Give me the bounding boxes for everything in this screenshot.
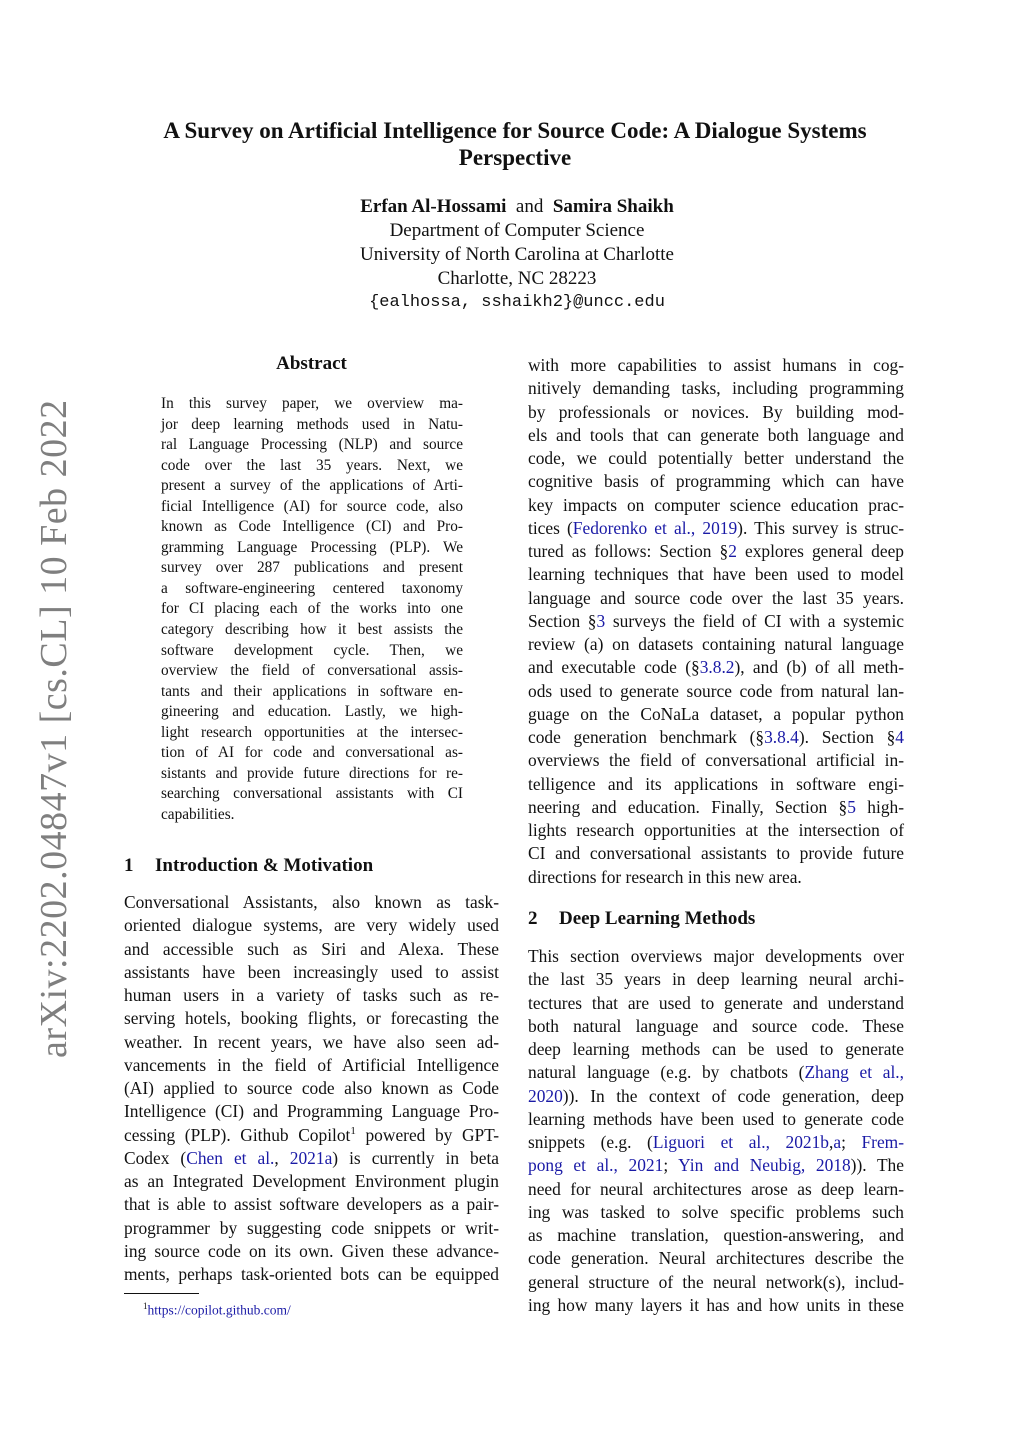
abstract-line-5: present a survey of the applications of Arti-	[161, 477, 463, 495]
intro-r-line-23: directions for research in this new area.	[528, 866, 802, 887]
ref-section-3-8-4[interactable]: 3.8.4	[764, 727, 799, 747]
citation-fedorenko[interactable]: Fedorenko et al., 2019	[572, 517, 738, 538]
abstract-line-15: tants and their applications in software en-	[161, 682, 463, 700]
abstract-line-3: ral Language Processing (NLP) and source	[161, 436, 463, 454]
citation-liguori-a[interactable]: a	[833, 1132, 842, 1152]
intro-line-10: Intelligence (CI) and Programming Language Pro-	[124, 1101, 499, 1122]
title-line-2: Perspective	[458, 145, 572, 170]
intro-r-line-13: review (a) on datasets containing natural language	[528, 634, 904, 654]
section-2-body	[528, 945, 904, 1317]
author-names	[210, 195, 824, 219]
intro-r-line-3: by professionals or novices. By building mod-	[528, 401, 904, 422]
intro-r-line-15: ods used to generate source code from natural lan-	[528, 680, 904, 701]
abstract-body	[161, 394, 463, 825]
footnote	[143, 1297, 291, 1320]
abstract-line-18: tion of AI for code and conversational as-	[161, 744, 463, 762]
abstract-line-21: capabilities.	[161, 805, 235, 823]
intro-line-after-3: programmer by suggesting code snippets or writ-	[124, 1217, 499, 1238]
intro-line-5: human users in a variety of tasks such as re-	[124, 985, 499, 1005]
author-department: Department of Computer Science	[389, 220, 645, 241]
s2-line-9: snippets (e.g. (Liguori et al., 2021b,a; Frem-	[528, 1132, 904, 1152]
footnote-url[interactable]: https://copilot.github.com/	[147, 1302, 291, 1318]
s2-tail-line-2: ing was tasked to solve specific problems such	[528, 1201, 904, 1222]
section-1-number: 1	[124, 855, 134, 876]
s2-line-8: learning methods have been used to generate code	[528, 1108, 904, 1129]
arxiv-stamp: arXiv:2202.04847v1 [cs.CL] 10 Feb 2022	[33, 399, 75, 1058]
ref-section-4[interactable]: 4	[895, 727, 904, 747]
abstract-line-16: gineering and education. Lastly, we high-	[161, 703, 463, 721]
author-2: Samira Shaikh	[552, 196, 674, 217]
citation-yin-neubig[interactable]: Yin and Neubig, 2018	[678, 1155, 851, 1176]
intro-line-6: serving hotels, booking flights, or forecasting the	[124, 1008, 499, 1029]
author-and: and	[515, 196, 544, 217]
citation-frempong[interactable]: Frem-	[861, 1132, 904, 1152]
intro-r-line-7: key impacts on computer science education prac-	[528, 494, 904, 515]
section-1-heading	[124, 855, 373, 877]
s2-line-4: both natural language and source code. These	[528, 1015, 904, 1036]
s2-line-1: This section overviews major developments over	[528, 946, 904, 966]
author-block	[210, 195, 824, 315]
s2-tail-line-1: need for neural architectures arose as deep learn-	[528, 1178, 904, 1199]
s2-line-7: 2020)). In the context of code generation, deep	[528, 1085, 904, 1106]
intro-r-line-6: cognitive basis of programming which can have	[528, 471, 904, 492]
section-2-title: Deep Learning Methods	[559, 908, 756, 929]
abstract-line-7: known as Code Intelligence (CI) and Pro-	[161, 518, 463, 536]
author-location: Charlotte, NC 28223	[437, 268, 597, 289]
intro-r-line-5: code, we could potentially better understand the	[528, 448, 904, 468]
citation-liguori-b[interactable]: Liguori et al., 2021b	[652, 1132, 829, 1152]
footnote-mark[interactable]: 1	[350, 1124, 356, 1137]
intro-r-line-22: CI and conversational assistants to provide future	[528, 843, 904, 864]
intro-line-11: cessing (PLP). Github Copilot$^1$ powered by GPT-	[124, 1124, 500, 1145]
intro-r-line-2: nitively demanding tasks, including programming	[528, 378, 904, 399]
author-email: {ealhossa, sshaikh2}@uncc.edu	[369, 293, 665, 312]
author-1: Erfan Al-Hossami	[360, 196, 507, 217]
intro-r-line-21: lights research opportunities at the intersection of	[528, 820, 904, 840]
intro-r-line-14: and executable code (§3.8.2), and (b) of all meth-	[528, 657, 904, 678]
s2-line-5: deep learning methods can be used to generate	[528, 1039, 904, 1059]
intro-line-after-1: as an Integrated Development Environment plugin	[124, 1171, 499, 1191]
ref-section-3-8-2[interactable]: 3.8.2	[699, 657, 735, 678]
citation-zhang-year[interactable]: 2020	[528, 1085, 563, 1106]
s2-line-10: pong et al., 2021; Yin and Neubig, 2018)). The	[528, 1155, 904, 1176]
intro-line-4: assistants have been increasingly used to assist	[124, 961, 499, 982]
paper-title	[110, 117, 920, 171]
abstract-heading: Abstract	[276, 353, 347, 374]
abstract-line-12: category describing how it best assists the	[161, 621, 463, 639]
intro-line-1: Conversational Assistants, also known as task-	[124, 892, 499, 912]
intro-r-line-18: overviews the field of conversational artificial in-	[528, 750, 904, 771]
intro-line-after-5: ments, perhaps task-oriented bots can be equipped	[124, 1264, 499, 1284]
s2-tail-line-4: code generation. Neural architectures describe the	[528, 1248, 904, 1269]
abstract-line-19: sistants and provide future directions for re-	[161, 764, 463, 782]
intro-line-2: oriented dialogue systems, are very widely used	[124, 915, 499, 936]
abstract-line-6: ficial Intelligence (AI) for source code, also	[161, 497, 463, 515]
ref-section-5[interactable]: 5	[847, 796, 856, 817]
abstract-line-9: survey over 287 publications and present	[161, 559, 463, 577]
abstract-line-4: code over the last 35 years. Next, we	[161, 456, 463, 474]
footnote-number: 1	[143, 1301, 148, 1311]
intro-r-mid-line-2: language and source code over the last 35 years.	[528, 587, 904, 608]
intro-line-after-4: ing source code on its own. Given these advance-	[124, 1240, 499, 1261]
intro-r-line-12: Section §3 surveys the field of CI with a systemic	[528, 610, 904, 631]
citation-zhang[interactable]: Zhang et al.,	[804, 1062, 904, 1083]
intro-r-mid-line-1: learning techniques that have been used to model	[528, 564, 904, 585]
s2-tail-line-6: ing how many layers it has and how units in these	[528, 1294, 904, 1315]
s2-tail-line-5: general structure of the neural network(s), includ-	[528, 1271, 904, 1292]
intro-r-line-1: with more capabilities to assist humans in cog-	[528, 355, 904, 375]
section-2-heading	[528, 908, 755, 930]
intro-r-line-19: telligence and its applications in software engi-	[528, 773, 904, 794]
ref-section-2[interactable]: 2	[728, 541, 737, 561]
s2-tail-line-3: as machine translation, question-answering, and	[528, 1225, 904, 1245]
ref-section-3[interactable]: 3	[596, 610, 606, 631]
intro-continued	[528, 354, 904, 889]
citation-frempong-cont[interactable]: pong et al., 2021	[528, 1155, 664, 1176]
abstract-line-11: for CI placing each of the works into one	[161, 600, 463, 618]
section-1-title: Introduction & Motivation	[155, 855, 374, 876]
abstract-line-20: searching conversational assistants with CI	[161, 785, 463, 803]
s2-line-2: the last 35 years in deep learning neural archi-	[528, 969, 904, 990]
intro-line-12: Codex (Chen et al., 2021a) is currently in beta	[124, 1147, 500, 1168]
abstract-line-1: In this survey paper, we overview ma-	[161, 395, 463, 412]
intro-r-line-16: guage on the CoNaLa dataset, a popular python	[528, 703, 904, 724]
intro-r-line-4: els and tools that can generate both language and	[528, 424, 904, 445]
title-line-1: A Survey on Artificial Intelligence for Source Code: A Dialogue Systems	[163, 118, 867, 143]
author-university: University of North Carolina at Charlotte	[360, 244, 674, 265]
abstract-line-10: a software-engineering centered taxonomy	[161, 579, 463, 597]
intro-r-line-20: neering and education. Finally, Section §5 high-	[528, 796, 904, 817]
abstract-line-17: light research opportunities at the intersec-	[161, 723, 463, 741]
section-2-number: 2	[528, 908, 538, 929]
intro-r-line-17: code generation benchmark (§3.8.4). Section §4	[528, 727, 904, 747]
citation-2021a[interactable]: 2021a	[289, 1147, 333, 1168]
section-1-body	[124, 891, 499, 1286]
intro-r-line-9: tured as follows: Section §2 explores general deep	[528, 541, 904, 561]
intro-line-9: (AI) applied to source code also known as Code	[124, 1078, 499, 1098]
abstract-line-13: software development cycle. Then, we	[161, 641, 463, 659]
intro-line-8: vancements in the field of Artificial Intelligence	[124, 1054, 499, 1075]
intro-line-after-2: that is able to assist software developers as a pair-	[124, 1194, 499, 1215]
abstract-line-14: overview the field of conversational assis-	[161, 662, 463, 680]
footnote-rule	[124, 1293, 199, 1294]
abstract-line-2: jor deep learning methods used in Natu-	[161, 415, 463, 433]
citation-chen[interactable]: Chen et al.	[186, 1147, 275, 1168]
s2-line-6: natural language (e.g. by chatbots (Zhang et al.,	[528, 1062, 904, 1083]
abstract-line-8: gramming Language Processing (PLP). We	[161, 538, 463, 556]
s2-line-3: tectures that are used to generate and understand	[528, 992, 904, 1013]
intro-line-7: weather. In recent years, we have also seen ad-	[124, 1031, 499, 1052]
intro-r-line-8: tices (Fedorenko et al., 2019). This survey is struc-	[528, 517, 904, 538]
intro-line-3: and accessible such as Siri and Alexa. These	[124, 938, 499, 959]
